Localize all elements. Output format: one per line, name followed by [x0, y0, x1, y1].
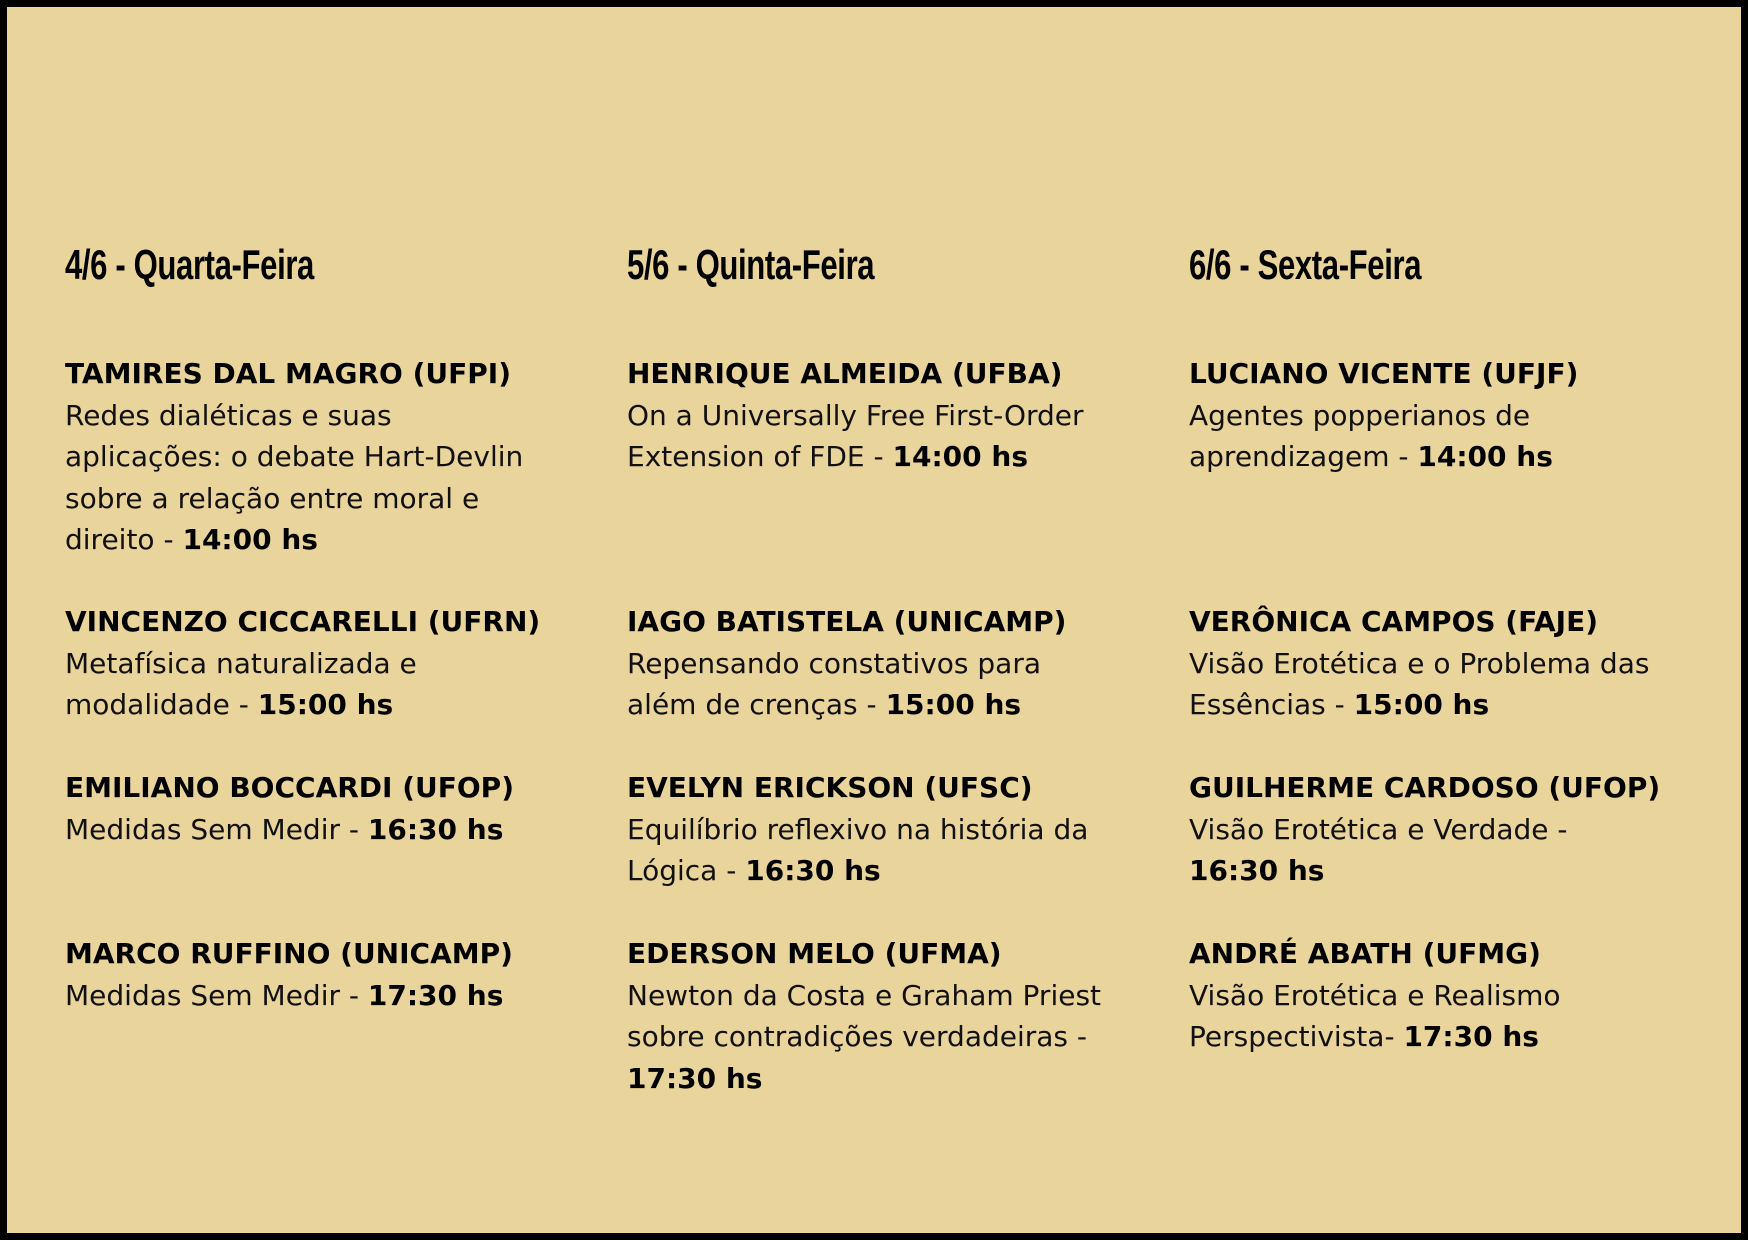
speaker-name: VERÔNICA CAMPOS (FAJE) — [1189, 605, 1599, 638]
talk-title-last-line — [1189, 1016, 1689, 1058]
talk-title-line: Redes dialéticas e suas — [65, 398, 392, 432]
talk-item — [627, 933, 1127, 1099]
talk-time: 16:30 hs — [367, 812, 504, 846]
talk-time: 15:00 hs — [885, 688, 1022, 721]
talk-item — [1189, 933, 1689, 1058]
talk-title-line: Extension of FDE - — [627, 440, 893, 473]
day-column-thursday — [627, 235, 1127, 1095]
talk-time: 17:30 hs — [1403, 1020, 1539, 1053]
talk-title-line: Equilíbrio reflexivo na história da — [627, 812, 1089, 846]
speaker-name: EDERSON MELO (UFMA) — [627, 937, 1002, 970]
talk-item — [1189, 353, 1689, 478]
talk-title-last-line — [627, 436, 1127, 478]
talk-title-last-line — [65, 519, 565, 561]
talk-time: 17:30 hs — [627, 1061, 763, 1095]
speaker-name: GUILHERME CARDOSO (UFOP) — [1189, 771, 1661, 804]
talk-time: 16:30 hs — [745, 854, 881, 887]
talk-time: 15:00 hs — [257, 688, 394, 721]
speaker-name: EMILIANO BOCCARDI (UFOP) — [65, 771, 514, 804]
talk-item — [1189, 767, 1689, 892]
talk-item — [1189, 601, 1689, 726]
day-title: 4/6 - Quarta-Feira — [65, 241, 314, 288]
talk-time: 17:30 hs — [367, 978, 504, 1012]
talk-title-line: direito - — [65, 523, 183, 556]
speaker-name: MARCO RUFFINO (UNICAMP) — [65, 937, 513, 970]
talk-title-line: Visão Erotética e Realismo — [1189, 978, 1561, 1012]
speaker-name: HENRIQUE ALMEIDA (UFBA) — [627, 357, 1063, 390]
talk-title-line: Repensando constativos para — [627, 646, 1042, 680]
talk-title-line: modalidade - — [65, 688, 258, 721]
day-title: 6/6 - Sexta-Feira — [1189, 241, 1422, 288]
talk-item — [65, 353, 565, 561]
speaker-name: VINCENZO CICCARELLI (UFRN) — [65, 605, 541, 638]
talk-title-line: Medidas Sem Medir - — [65, 978, 368, 1012]
talk-time: 16:30 hs — [1189, 854, 1325, 887]
talk-title-last-line — [1189, 436, 1689, 478]
speaker-name: ANDRÉ ABATH (UFMG) — [1189, 937, 1541, 970]
talk-title-line: sobre a relação entre moral e — [65, 481, 480, 515]
talk-title-line: Perspectivista- — [1189, 1020, 1404, 1053]
talk-title-last-line — [627, 684, 1127, 726]
talk-title-last-line — [65, 684, 565, 726]
talk-time: 15:00 hs — [1353, 688, 1490, 721]
day-column-wednesday — [65, 235, 565, 1012]
talk-title-last-line — [1189, 684, 1689, 726]
speaker-name: EVELYN ERICKSON (UFSC) — [627, 771, 1033, 804]
talk-title-line: Essências - — [1189, 688, 1354, 721]
talk-title-line: Agentes popperianos de — [1189, 398, 1531, 432]
talk-title-line: Metafísica naturalizada e — [65, 646, 417, 680]
talk-title-line: On a Universally Free First-Order — [627, 398, 1084, 432]
talk-title-line: Medidas Sem Medir - — [65, 812, 368, 846]
talk-item — [627, 601, 1127, 726]
talk-title-last-line — [65, 975, 565, 1017]
speaker-name: TAMIRES DAL MAGRO (UFPI) — [65, 357, 512, 390]
talk-title-last-line — [627, 850, 1127, 892]
talk-title-line: aplicações: o debate Hart-Devlin — [65, 440, 524, 473]
talk-item — [627, 353, 1127, 478]
day-title: 5/6 - Quinta-Feira — [627, 241, 875, 288]
talk-time: 14:00 hs — [892, 440, 1028, 473]
talk-title-last-line — [65, 809, 565, 851]
talk-title-line: sobre contradições verdadeiras - — [627, 1020, 1088, 1053]
speaker-name: LUCIANO VICENTE (UFJF) — [1189, 357, 1579, 390]
talk-title-line: aprendizagem - — [1189, 440, 1418, 473]
talk-title-line: Visão Erotética e o Problema das — [1189, 646, 1650, 680]
talk-title-line: Lógica - — [627, 854, 746, 887]
talk-time: 14:00 hs — [182, 523, 318, 556]
talk-title-line: Newton da Costa e Graham Priest — [627, 978, 1102, 1012]
talk-item — [65, 933, 565, 1016]
speaker-name: IAGO BATISTELA (UNICAMP) — [627, 605, 1067, 638]
day-column-friday — [1189, 235, 1689, 1053]
talk-item — [65, 767, 565, 850]
talk-title-line: além de crenças - — [627, 688, 886, 721]
talk-item — [627, 767, 1127, 892]
talk-item — [65, 601, 565, 726]
talk-title-last-line — [627, 1058, 1127, 1100]
talk-time: 14:00 hs — [1417, 440, 1553, 473]
talk-title-line: Visão Erotética e Verdade - — [1189, 812, 1568, 846]
talk-title-last-line — [1189, 850, 1689, 892]
